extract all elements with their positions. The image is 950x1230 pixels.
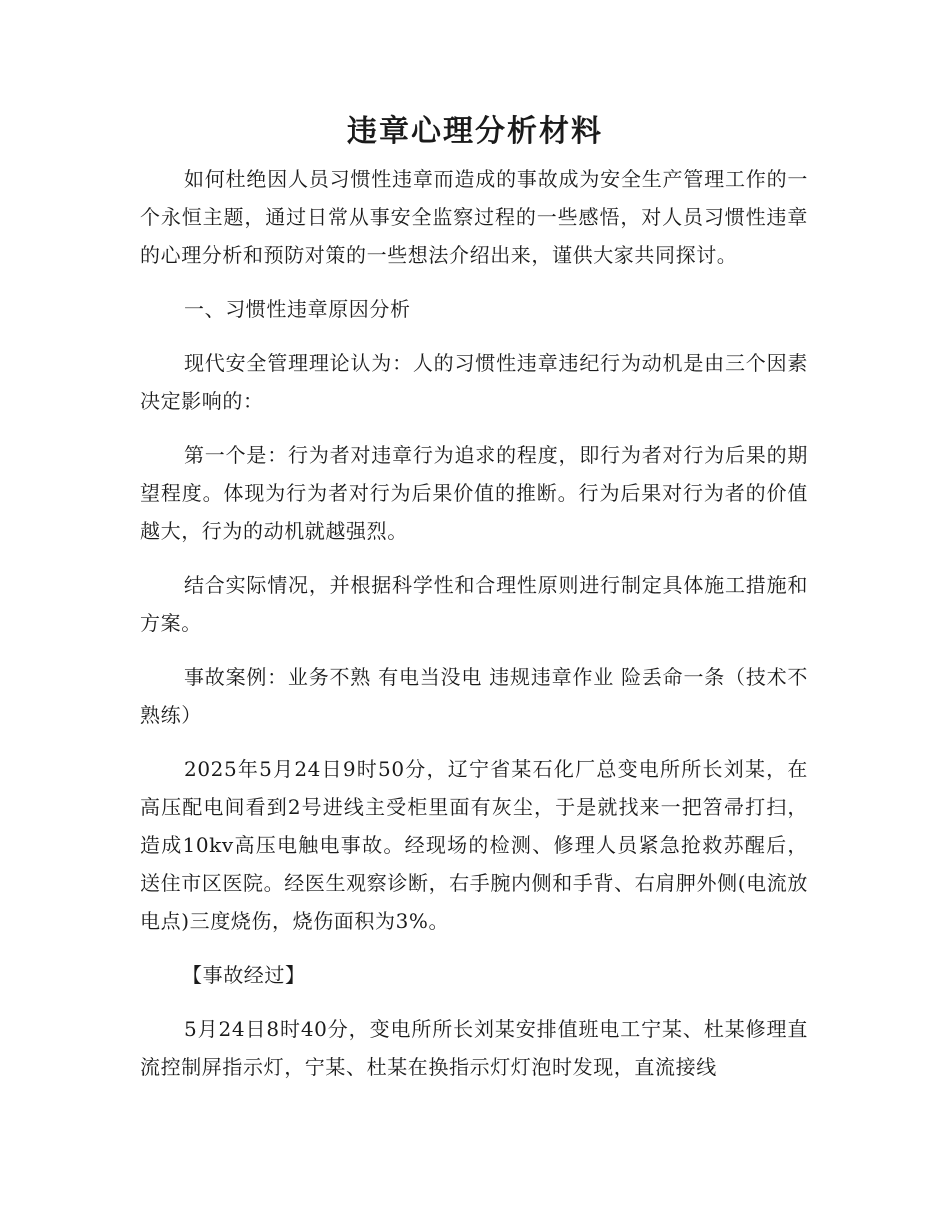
paragraph-case-title: 事故案例：业务不熟 有电当没电 违规违章作业 险丢命一条（技术不熟练）: [140, 665, 808, 727]
paragraph-theory: 现代安全管理理论认为：人的习惯性违章违纪行为动机是由三个因素决定影响的：: [140, 351, 808, 413]
document-body: [140, 160, 808, 1102]
document-title: 违章心理分析材料: [347, 114, 603, 149]
paragraph-accident-process: 5月24日8时40分，变电所所长刘某安排值班电工宁某、杜某修理直流控制屏指示灯，宁某、杜某在换指示灯灯泡时发现，直流接线: [140, 1017, 808, 1079]
paragraph-factor-one: 第一个是：行为者对违章行为追求的程度，即行为者对行为后果的期望程度。体现为行为者对行为后果价值的推断。行为后果对行为者的价值越大，行为的动机就越强烈。: [140, 443, 808, 543]
section-heading: 一、习惯性违章原因分析: [184, 297, 411, 321]
paragraph-intro: 如何杜绝因人员习惯性违章而造成的事故成为安全生产管理工作的一个永恒主题，通过日常从事安全监察过程的一些感悟，对人员习惯性违章的心理分析和预防对策的一些想法介绍出来，谨供大家共同探讨。: [140, 167, 808, 267]
paragraph-case-description: 2025年5月24日9时50分，辽宁省某石化厂总变电所所长刘某，在高压配电间看到2号进线主受柜里面有灰尘，于是就找来一把笤帚打扫，造成10kv高压电触电事故。经现场的检测、修理人员紧急抢救苏醒后，送住市区医院。经医生观察诊断，右手腕内侧和手背、右肩胛外侧(电流放电点)三度烧伤，烧伤面积为3%。: [140, 757, 808, 933]
paragraph-accident-process-heading: 【事故经过】: [182, 963, 306, 987]
paragraph-practice: 结合实际情况，并根据科学性和合理性原则进行制定具体施工措施和方案。: [140, 573, 808, 635]
